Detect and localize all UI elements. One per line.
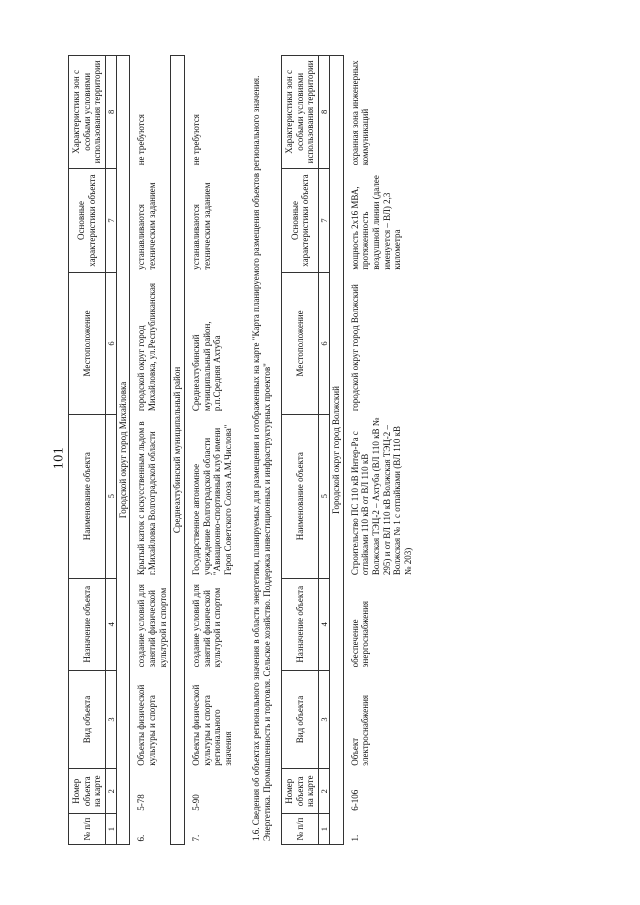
table-sports-objects (68, 55, 235, 845)
row-object-type: Объект электроснабжения (349, 694, 371, 766)
group-title: Городской округ город Волжский (330, 56, 344, 845)
row-no: 7. (190, 834, 201, 842)
row-no: 1. (349, 834, 360, 842)
group-title: Среднеахтубинский муниципальный район (171, 56, 185, 845)
header-zones: Характеристики зон с особыми условиями использования территории (69, 56, 106, 169)
table-energy-objects (281, 55, 415, 845)
row-characteristics: мощность 2х16 МВА, протяженность воздушной линии (далее именуется – ВЛ) 2,3 километра (349, 175, 403, 270)
row-object-type: Объекты физической культуры и спорта (136, 684, 158, 766)
header-map-number: Номер объекта на карте (69, 769, 106, 814)
row-characteristics: устанавливаются техническим заданием (136, 182, 158, 270)
column-number: 2 (319, 769, 330, 814)
row-zones: не требуются (190, 114, 201, 166)
column-number: 3 (105, 670, 116, 768)
header-map-number: Номер объекта на карте (282, 769, 319, 814)
column-number-row (319, 56, 330, 845)
column-number: 2 (105, 769, 116, 814)
row-name: Крытый каток с искусственным льдом в г.Михайловка Волгоградской области (136, 421, 158, 576)
column-number: 5 (319, 414, 330, 578)
column-number: 6 (105, 273, 116, 414)
column-number: 5 (105, 414, 116, 578)
row-location: городской округ город Волжский (349, 284, 360, 412)
table-header-row (282, 56, 319, 845)
group-title: Городской округ город Михайловка (116, 56, 130, 845)
header-purpose: Назначение объекта (282, 578, 319, 670)
row-purpose: создание условий для занятий физической культурой и спортом (136, 584, 168, 668)
column-number: 7 (105, 168, 116, 273)
column-number: 4 (105, 578, 116, 670)
header-zones: Характеристики зон с особыми условиями использования территории (282, 56, 319, 169)
column-number: 3 (319, 670, 330, 768)
header-name: Наименование объекта (282, 414, 319, 578)
row-no: 6. (136, 834, 147, 842)
landscape-content (68, 55, 538, 845)
header-characteristics: Основные характеристики объекта (282, 168, 319, 273)
row-map-number: 5-78 (136, 794, 147, 811)
row-name: Государственное автономное учреждение Волгоградской области "Авиационно-спортивный клуб имени Героя Советского Союза А.М.Числова" (190, 424, 233, 576)
table-row (343, 56, 415, 845)
header-name: Наименование объекта (69, 414, 106, 578)
table-row (130, 56, 171, 845)
row-object-type: Объекты физической культуры и спорта регионального значения (190, 684, 233, 766)
group-row (330, 56, 344, 845)
row-zones: охранная зона инженерных коммуникаций (349, 60, 371, 166)
page-number-text: 101 (51, 446, 67, 470)
row-location: Среднеахтубинский муниципальный район, р.п.Средняя Ахтуба (190, 321, 223, 412)
column-number: 4 (319, 578, 330, 670)
row-map-number: 5-90 (190, 794, 201, 811)
section-heading: 1.6. Сведения об объектах регионального значения в области энергетики, планируемых для размещения и отображенных на карте "Карта планируемого размещения объектов регионального значения. Энергетика. Промышленность и торговля. Сельское хозяйство. Поддержка инвестиционных и инфраструктурных проектов" (251, 75, 273, 841)
header-no: № п/п (282, 814, 319, 845)
group-row (116, 56, 130, 845)
column-number-row (105, 56, 116, 845)
header-characteristics: Основные характеристики объекта (69, 168, 106, 273)
table-header-row (69, 56, 106, 845)
column-number: 8 (319, 56, 330, 169)
column-number: 7 (319, 168, 330, 273)
group-row (171, 56, 185, 845)
header-location: Местоположение (69, 273, 106, 414)
column-number: 1 (105, 814, 116, 845)
row-name: Строительство ПС 110 кВ Интер-Ра с отпайками 110 кВ от ВЛ 110 кВ Волжская ТЭЦ-2 – Ахтуба (ВЛ 110 кВ № 295) и от ВЛ 110 кВ Волжская ТЭЦ-2 – Волжская № 1 с отпайками (ВЛ 110 кВ № 203) (349, 417, 413, 576)
header-location: Местоположение (282, 273, 319, 414)
column-number: 8 (105, 56, 116, 169)
row-purpose: создание условий для занятий физической культурой и спортом (190, 584, 223, 668)
header-object-type: Вид объекта (69, 670, 106, 768)
row-map-number: 6-106 (349, 789, 360, 811)
column-number: 1 (319, 814, 330, 845)
header-no: № п/п (69, 814, 106, 845)
row-purpose: обеспечение энергоснабжения (349, 600, 371, 668)
column-number: 6 (319, 273, 330, 414)
row-zones: не требуются (136, 114, 147, 166)
header-object-type: Вид объекта (282, 670, 319, 768)
header-purpose: Назначение объекта (69, 578, 106, 670)
row-location: городской округ город Михайловка, ул.Республиканская (136, 282, 158, 412)
table-row (184, 56, 235, 845)
row-characteristics: устанавливаются техническим заданием (190, 182, 212, 270)
